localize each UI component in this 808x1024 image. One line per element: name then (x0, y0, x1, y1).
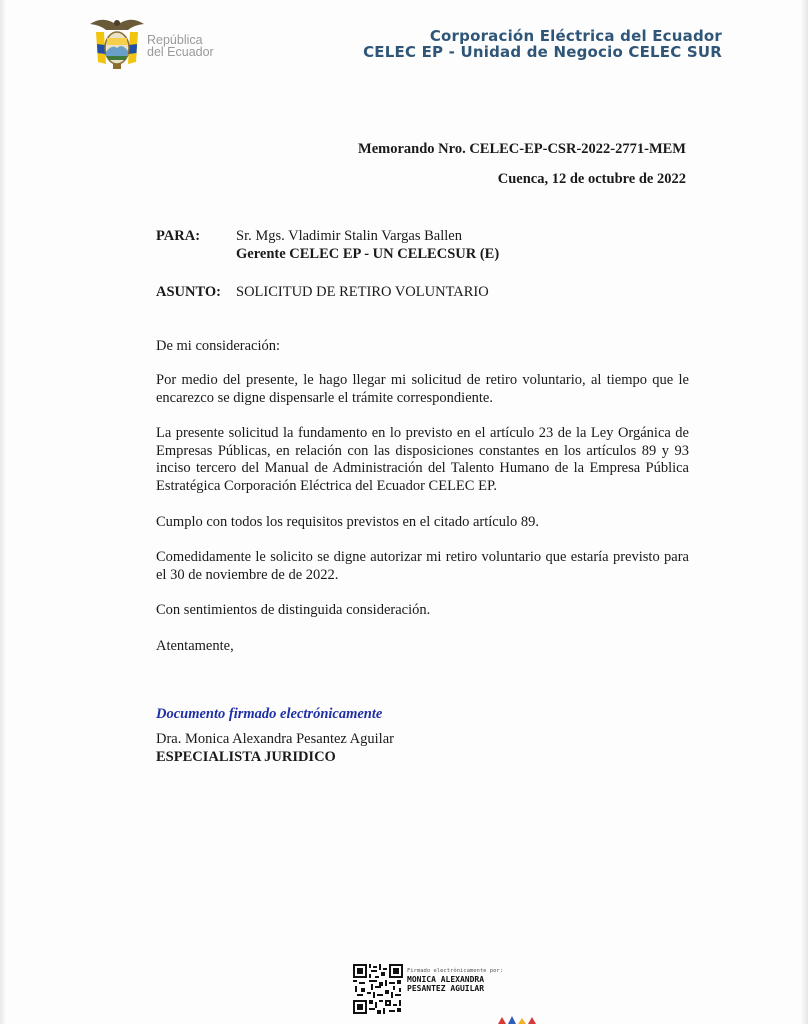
government-name (147, 34, 214, 58)
paragraph-4-text: Comedidamente le solicito se digne autorizar mi retiro voluntario que estaría previsto para el 30 de noviembre de de 2022. (156, 549, 689, 583)
paragraph-3 (156, 514, 689, 532)
paragraph-2-text: La presente solicitud la fundamento en lo previsto en el artículo 23 de la Ley Orgánica de Empresas Públicas, en relación con las disposiciones constantes en los artículos 89 y 93 inciso tercero del Manual de Administración del Talento Humano de la Empresa Pública Estratégica Corporación Eléctrica del Ecuador CELEC EP. (156, 425, 689, 494)
memo-number: Memorando Nro. CELEC-EP-CSR-2022-2771-MEM (358, 141, 686, 157)
subject-value: SOLICITUD DE RETIRO VOLUNTARIO (236, 284, 489, 300)
paragraph-5 (156, 602, 689, 620)
gov-name-line2: del Ecuador (147, 45, 214, 59)
page-shadow-right (800, 0, 808, 1024)
electronic-signature-note: Documento firmado electrónicamente (156, 706, 383, 722)
paragraph-1-text: Por medio del presente, le hago llegar mi solicitud de retiro voluntario, al tiempo que le encarezco se digne dispensarle el trámite correspondiente. (156, 372, 689, 406)
signer-title: ESPECIALISTA JURIDICO (156, 749, 336, 765)
recipient-title: Gerente CELEC EP - UN CELECSUR (E) (236, 246, 500, 262)
asunto-label: ASUNTO: (156, 284, 221, 300)
stamp-name-line2: PESANTEZ AGUILAR (407, 984, 485, 993)
closing-text: Atentamente, (156, 638, 234, 654)
corp-name: Corporación Eléctrica del Ecuador (429, 27, 722, 45)
stamp-name-line1: MONICA ALEXANDRA (407, 975, 485, 984)
coat-of-arms-icon (88, 14, 146, 72)
corporation-header (363, 28, 722, 60)
business-unit-name: CELEC EP - Unidad de Negocio CELEC SUR (363, 43, 722, 61)
recipient-name: Sr. Mgs. Vladimir Stalin Vargas Ballen (236, 228, 462, 244)
paragraph-4 (156, 549, 689, 584)
para-label: PARA: (156, 228, 201, 244)
closing (156, 638, 689, 656)
memo-date: Cuenca, 12 de octubre de 2022 (497, 171, 686, 187)
gov-name-line1: República (147, 33, 203, 47)
greeting-text: De mi consideración: (156, 338, 281, 354)
page-shadow-left (0, 0, 6, 1024)
paragraph-5-text: Con sentimientos de distinguida consideración. (156, 602, 431, 618)
paragraph-2 (156, 425, 689, 495)
qr-code-icon (353, 964, 403, 1014)
stamp-caption: Firmado electrónicamente por: (407, 968, 504, 974)
greeting (156, 338, 689, 356)
paragraph-1 (156, 372, 689, 407)
electronic-signature-stamp (407, 968, 503, 993)
paragraph-3-text: Cumplo con todos los requisitos previstos en el citado artículo 89. (156, 514, 539, 530)
signer-name: Dra. Monica Alexandra Pesantez Aguilar (156, 731, 394, 747)
footer-logo-icon (496, 1014, 540, 1024)
